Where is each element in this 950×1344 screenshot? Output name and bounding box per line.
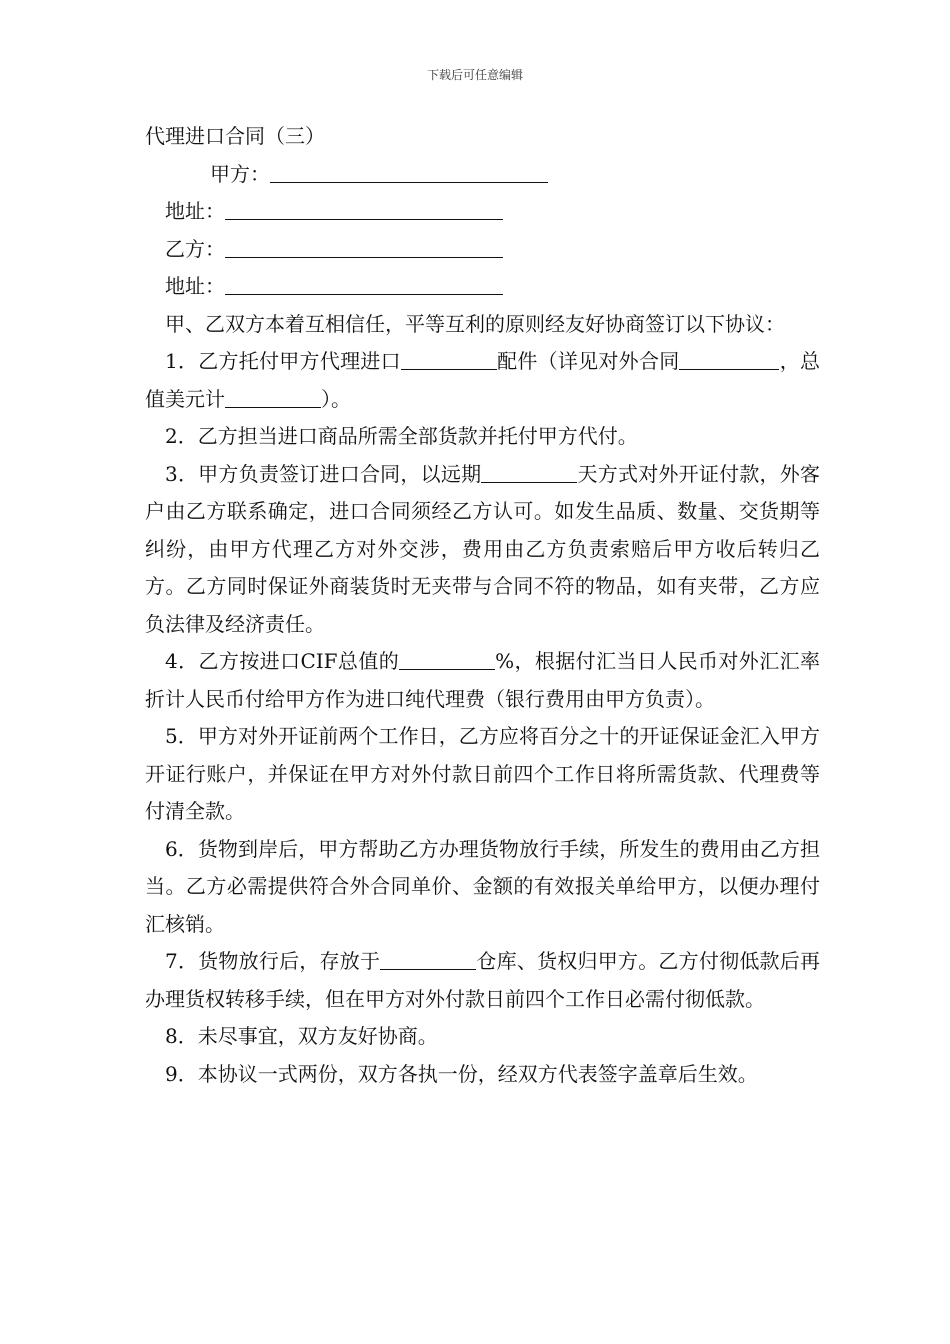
party-a-line — [145, 156, 820, 194]
header-note: 下载后可任意编辑 — [426, 68, 523, 82]
clause-1: 1．乙方托付甲方代理进口 配件（详见对外合同 ，总值美元计 ）。 — [145, 349, 821, 411]
party-b-blank — [225, 235, 503, 258]
address-b-label: 地址： — [165, 274, 225, 298]
clause-5: 5．甲方对外开证前两个工作日，乙方应将百分之十的开证保证金汇入甲方开证行账户，并保证在甲方对外付款日前四个工作日将所需货款、代理费等付清全款。 — [145, 724, 820, 823]
clause-8: 8．未尽事宜，双方友好协商。 — [165, 1024, 438, 1048]
party-b-line — [145, 231, 820, 269]
clause-4: 4．乙方按进口CIF总值的 %，根据付汇当日人民币对外汇汇率折计人民币付给甲方作为进口纯代理费（银行费用由甲方负责）。 — [145, 649, 820, 711]
clause-6: 6．货物到岸后，甲方帮助乙方办理货物放行手续，所发生的费用由乙方担当。乙方必需提供符合外合同单价、金额的有效报关单给甲方，以便办理付汇核销。 — [145, 836, 820, 936]
party-b-label: 乙方： — [165, 236, 225, 261]
address-a-line — [145, 193, 820, 231]
contract-title: 代理进口合同（三） — [145, 124, 325, 148]
clause-3: 3．甲方负责签订进口合同，以远期 天方式对外开证付款，外客户由乙方联系确定，进口合同须经乙方认可。如发生品质、数量、交货期等纠纷，由甲方代理乙方对外交涉，费用由乙方负责索赔后甲方收后转归乙方。乙方同时保证外商装货时无夹带与合同不符的物品，如有夹带，乙方应负法律及经济责任。 — [145, 461, 820, 636]
clause-9: 9．本协议一式两份，双方各执一份，经双方代表签字盖章后生效。 — [165, 1061, 758, 1086]
party-a-blank — [270, 160, 548, 183]
contract-body — [145, 118, 820, 1093]
address-b-blank — [225, 272, 503, 295]
party-a-label: 甲方： — [210, 161, 270, 186]
clause-2: 2．乙方担当进口商品所需全部货款并托付甲方代付。 — [165, 424, 638, 448]
intro-paragraph: 甲、乙双方本着互相信任，平等互利的原则经友好协商签订以下协议： — [165, 311, 785, 336]
address-a-label: 地址： — [165, 199, 225, 223]
clause-7: 7．货物放行后，存放于 仓库、货权归甲方。乙方付彻低款后再办理货权转移手续，但在甲方对外付款日前四个工作日必需付彻低款。 — [145, 949, 820, 1011]
address-b-line — [145, 268, 820, 306]
address-a-blank — [225, 197, 503, 220]
